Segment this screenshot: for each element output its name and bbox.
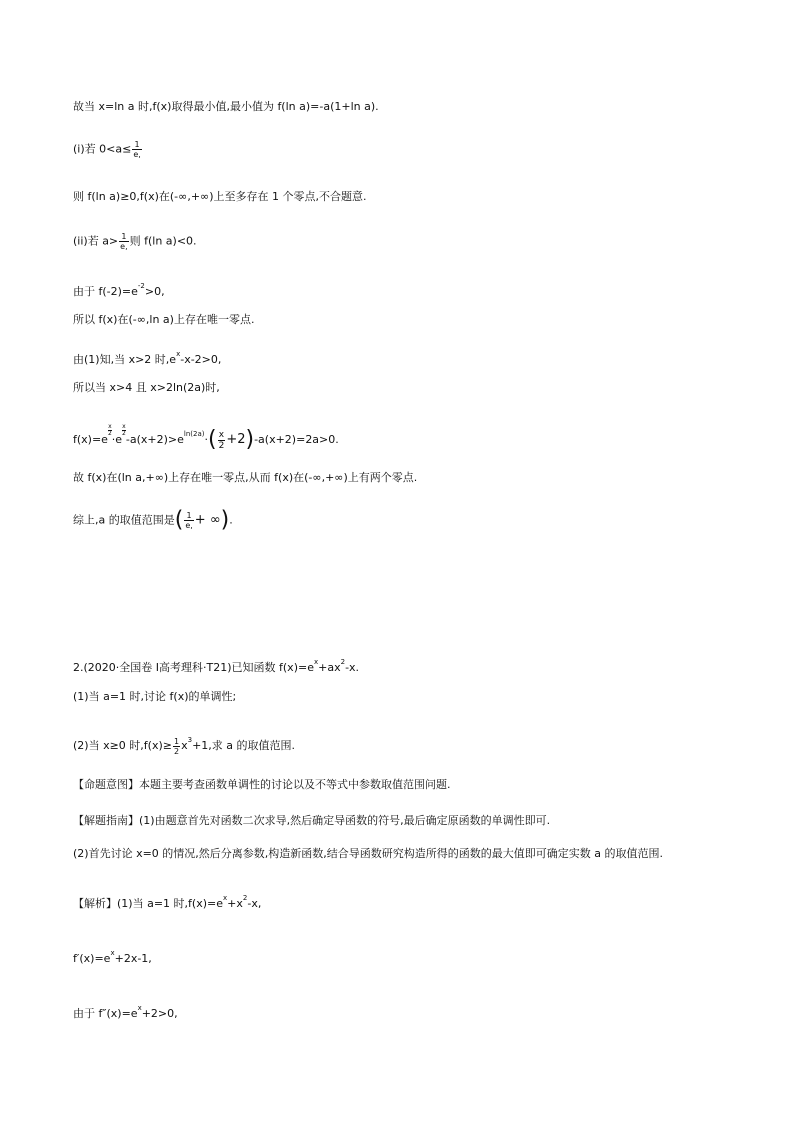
f-minus-2-prefix: 由于 f(-2)=e xyxy=(73,285,138,298)
text-line-condition: 所以当 x>4 且 x>2ln(2a)时, xyxy=(73,381,220,394)
fraction-x-over-2 xyxy=(218,430,226,451)
part-2-suffix: +1,求 a 的取值范围. xyxy=(192,739,296,752)
solution-line-1 xyxy=(73,891,261,911)
left-paren: ( xyxy=(174,507,184,533)
text-line-at-most-one-zero: 则 f(ln a)≥0,f(x)在(-∞,+∞)上至多存在 1 个零点,不合题意. xyxy=(73,190,367,203)
fraction-1-over-e xyxy=(132,140,141,159)
solution-2-prefix: f′(x)=e xyxy=(73,952,111,965)
fraction-denominator: e, xyxy=(133,150,141,159)
exponent: x xyxy=(176,350,181,358)
right-paren: ) xyxy=(245,427,255,452)
text-line-case-i xyxy=(73,140,143,159)
text-line-unique-zero-left: 所以 f(x)在(-∞,ln a)上存在唯一零点. xyxy=(73,313,255,326)
fraction-1-over-e xyxy=(184,511,193,530)
solution-guide-2: (2)首先讨论 x=0 的情况,然后分离参数,构造新函数,结合导函数研究构造所得的函数的最大值即可确定实数 a 的取值范围. xyxy=(73,847,664,860)
from-part-1-prefix: 由(1)知,当 x>2 时,e xyxy=(73,353,177,366)
fraction-numerator: 1 xyxy=(173,736,180,746)
text-line-inequality xyxy=(73,424,339,451)
conclusion-infinity: + ∞ xyxy=(194,512,221,528)
question-2-prefix: 2.(2020·全国卷 Ⅰ高考理科·T21)已知函数 f(x)=e xyxy=(73,661,314,674)
ineq-part-4: · xyxy=(204,433,208,446)
exponent: x xyxy=(110,949,115,957)
question-2-stem xyxy=(73,655,359,675)
part-2-mid: x xyxy=(181,739,188,752)
text-line-min-value: 故当 x=ln a 时,f(x)取得最小值,最小值为 f(ln a)=-a(1+ln a). xyxy=(73,100,379,113)
design-intent: 【命题意图】本题主要考查函数单调性的讨论以及不等式中参数取值范围问题. xyxy=(73,778,451,791)
fraction-denominator: 2 xyxy=(218,440,225,451)
text-line-from-part-1 xyxy=(73,347,221,367)
question-2-suffix: -x. xyxy=(345,661,360,674)
exponent: -2 xyxy=(137,282,145,290)
fraction-1-over-e xyxy=(119,232,128,251)
exponent: 2 xyxy=(242,894,248,902)
left-paren: ( xyxy=(207,427,217,452)
solution-1-prefix: 【解析】(1)当 a=1 时,f(x)=e xyxy=(73,897,223,910)
part-2-prefix: (2)当 x≥0 时,f(x)≥ xyxy=(73,739,172,752)
solution-2-suffix: +2x-1, xyxy=(114,952,152,965)
text-line-f-minus-2 xyxy=(73,279,165,299)
right-paren: ) xyxy=(220,507,230,533)
exponent: ln(2a) xyxy=(183,430,205,438)
case-ii-suffix: 则 f(ln a)<0. xyxy=(129,234,197,248)
ineq-part-2: ·e xyxy=(111,433,123,446)
fraction-numerator: x xyxy=(122,423,126,430)
solution-3-prefix: 由于 f″(x)=e xyxy=(73,1007,138,1020)
fraction-numerator: 1 xyxy=(121,232,127,241)
text-line-two-zeros: 故 f(x)在(ln a,+∞)上存在唯一零点,从而 f(x)在(-∞,+∞)上有两个零点. xyxy=(73,471,418,484)
exponent: x xyxy=(222,894,228,902)
question-2-mid: +ax xyxy=(318,661,341,674)
question-2-part-2 xyxy=(73,733,295,756)
text-line-conclusion: 综上,a 的取值范围是( $\frac{1}{e,}$ + ∞). xyxy=(73,507,233,533)
exponent: 2 xyxy=(340,658,346,666)
ineq-part-5: +2 xyxy=(226,432,246,447)
fraction-1-over-2 xyxy=(173,737,180,756)
text-line-case-ii xyxy=(73,232,197,251)
solution-guide-1: 【解题指南】(1)由题意首先对函数二次求导,然后确定导函数的符号,最后确定原函数的单调性即可. xyxy=(73,814,551,827)
solution-1-mid: +x xyxy=(227,897,243,910)
exponent: 3 xyxy=(187,736,193,744)
from-part-1-suffix: -x-2>0, xyxy=(180,353,222,366)
conclusion-prefix: 综上,a 的取值范围是 xyxy=(73,513,175,527)
fraction-numerator: 1 xyxy=(186,511,192,520)
solution-line-2 xyxy=(73,946,152,966)
fraction-denominator: 2 xyxy=(173,746,180,756)
fraction-denominator: e, xyxy=(120,242,128,251)
fraction-numerator: x xyxy=(108,423,112,430)
solution-1-suffix: -x, xyxy=(247,897,262,910)
fraction-denominator: 2 xyxy=(107,430,112,437)
case-i-prefix: (i)若 0<a≤ xyxy=(73,142,132,156)
question-2-part-1: (1)当 a=1 时,讨论 f(x)的单调性; xyxy=(73,690,237,703)
f-minus-2-suffix: >0, xyxy=(144,285,165,298)
solution-3-suffix: +2>0, xyxy=(141,1007,178,1020)
fraction-numerator: 1 xyxy=(134,140,140,149)
fraction-numerator: x xyxy=(218,429,225,440)
solution-line-3 xyxy=(73,1001,178,1021)
fraction-denominator: 2 xyxy=(122,430,126,437)
exponent: x xyxy=(313,658,319,666)
exponent: x xyxy=(137,1004,142,1012)
ineq-part-3: -a(x+2)>e xyxy=(125,433,184,446)
ineq-part-1: f(x)=e xyxy=(73,433,108,446)
fraction-denominator: e, xyxy=(185,521,193,530)
case-ii-prefix: (ii)若 a> xyxy=(73,234,119,248)
ineq-part-6: -a(x+2)=2a>0. xyxy=(254,433,339,446)
